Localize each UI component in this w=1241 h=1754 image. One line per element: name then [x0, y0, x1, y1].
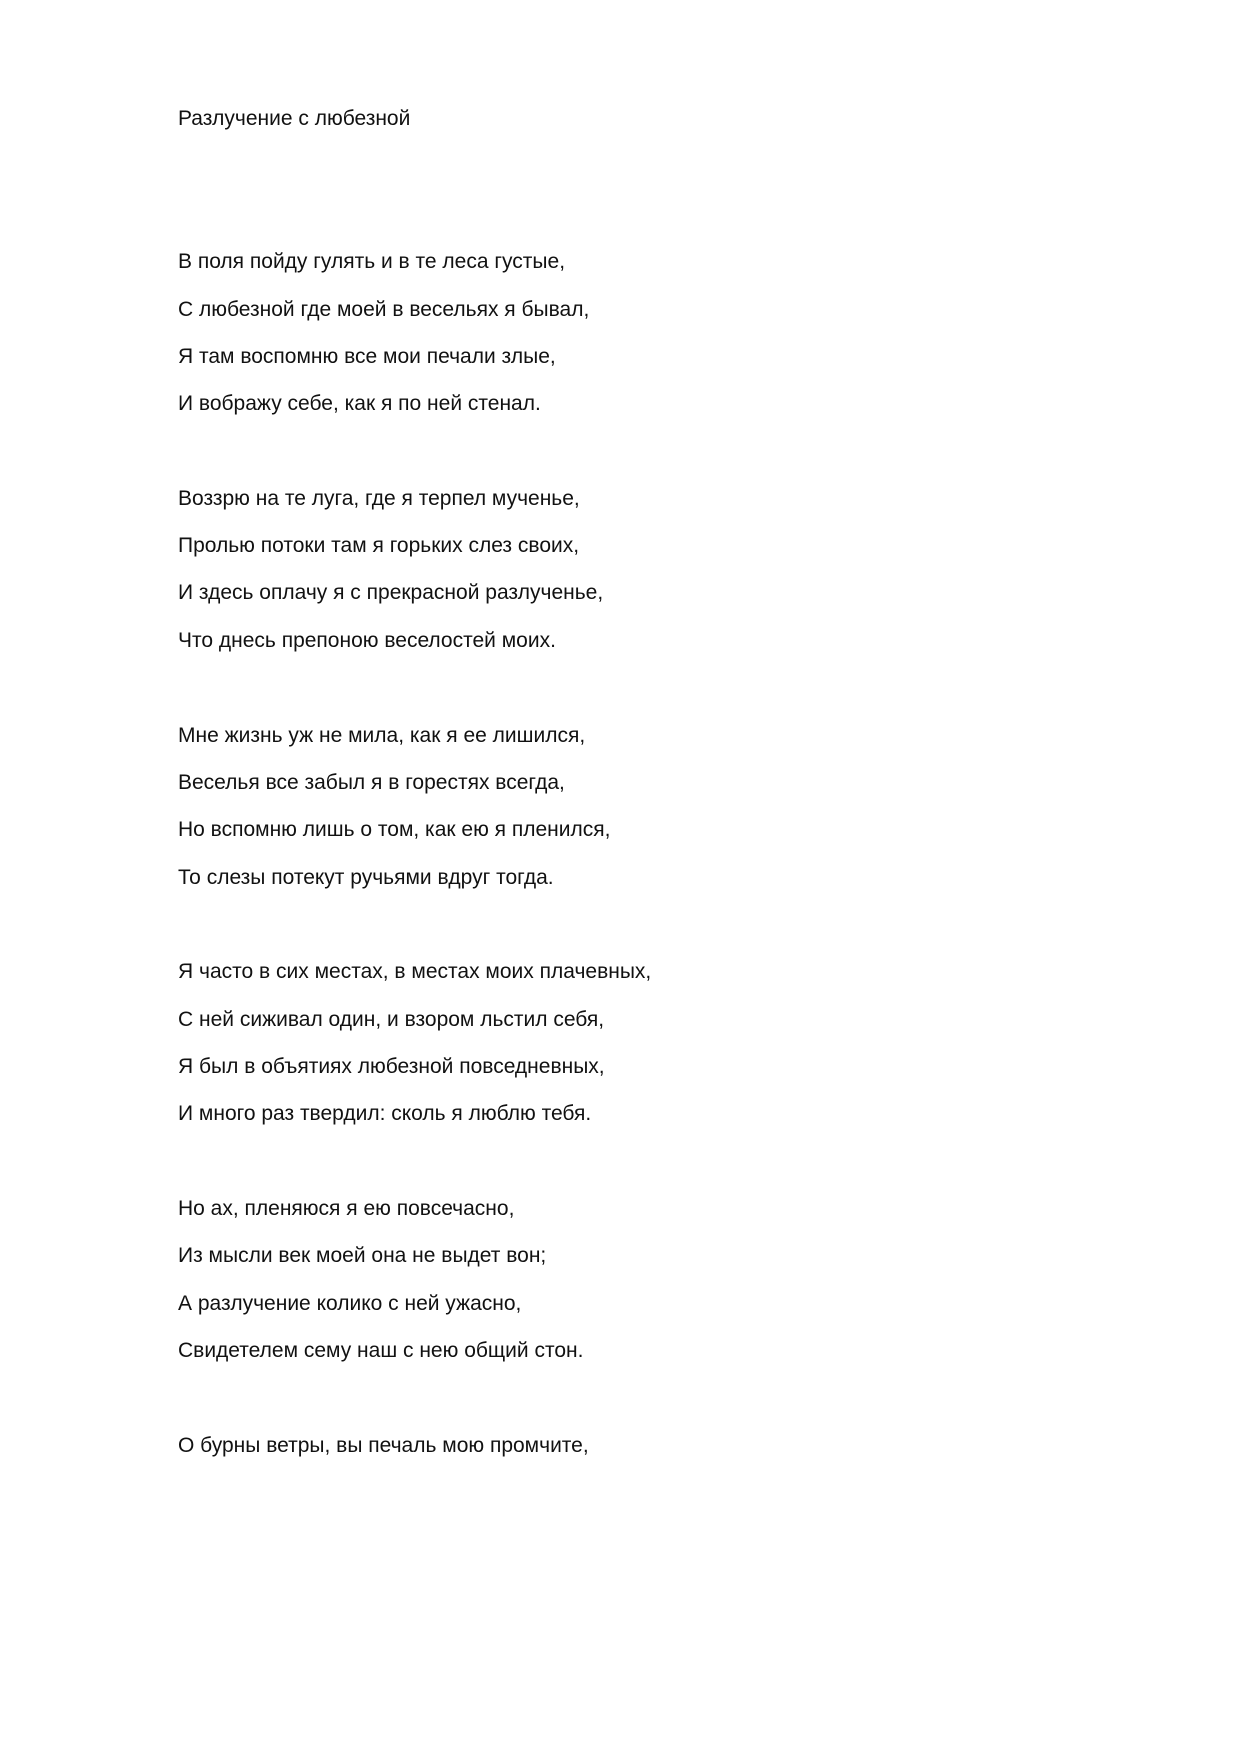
poem-line: Веселья все забыл я в горестях всегда, — [178, 771, 565, 794]
poem-line: То слезы потекут ручьями вдруг тогда. — [178, 866, 554, 889]
poem-line: С ней сиживал один, и взором льстил себя, — [178, 1008, 605, 1031]
poem-line: Но ах, пленяюся я ею повсечасно, — [178, 1197, 515, 1220]
poem-line: В поля пойду гулять и в те леса густые, — [178, 250, 566, 273]
poem-title: Разлучение с любезной — [178, 107, 411, 130]
poem-line: Мне жизнь уж не мила, как я ее лишился, — [178, 724, 586, 747]
poem-line: Я часто в сих местах, в местах моих плачевных, — [178, 960, 652, 983]
poem-line: Что днесь препоною веселостей моих. — [178, 629, 556, 652]
poem-line: Я был в объятиях любезной повседневных, — [178, 1055, 605, 1078]
poem-line: Но вспомню лишь о том, как ею я пленился, — [178, 818, 611, 841]
poem-line: Пролью потоки там я горьких слез своих, — [178, 534, 580, 557]
poem-line: И здесь оплачу я с прекрасной разлученье, — [178, 581, 604, 604]
poem-line: И много раз твердил: сколь я люблю тебя. — [178, 1102, 592, 1125]
poem-line: Я там воспомню все мои печали злые, — [178, 345, 556, 368]
poem-line: Из мысли век моей она не выдет вон; — [178, 1244, 547, 1267]
poem-line: А разлучение колико с ней ужасно, — [178, 1292, 522, 1315]
poem-line: Воззрю на те луга, где я терпел мученье, — [178, 487, 580, 510]
poem-line: О бурны ветры, вы печаль мою промчите, — [178, 1434, 589, 1457]
poem-line: С любезной где моей в весельях я бывал, — [178, 298, 590, 321]
poem-line: И вображу себе, как я по ней стенал. — [178, 392, 541, 415]
poem-line: Свидетелем сему наш с нею общий стон. — [178, 1339, 584, 1362]
